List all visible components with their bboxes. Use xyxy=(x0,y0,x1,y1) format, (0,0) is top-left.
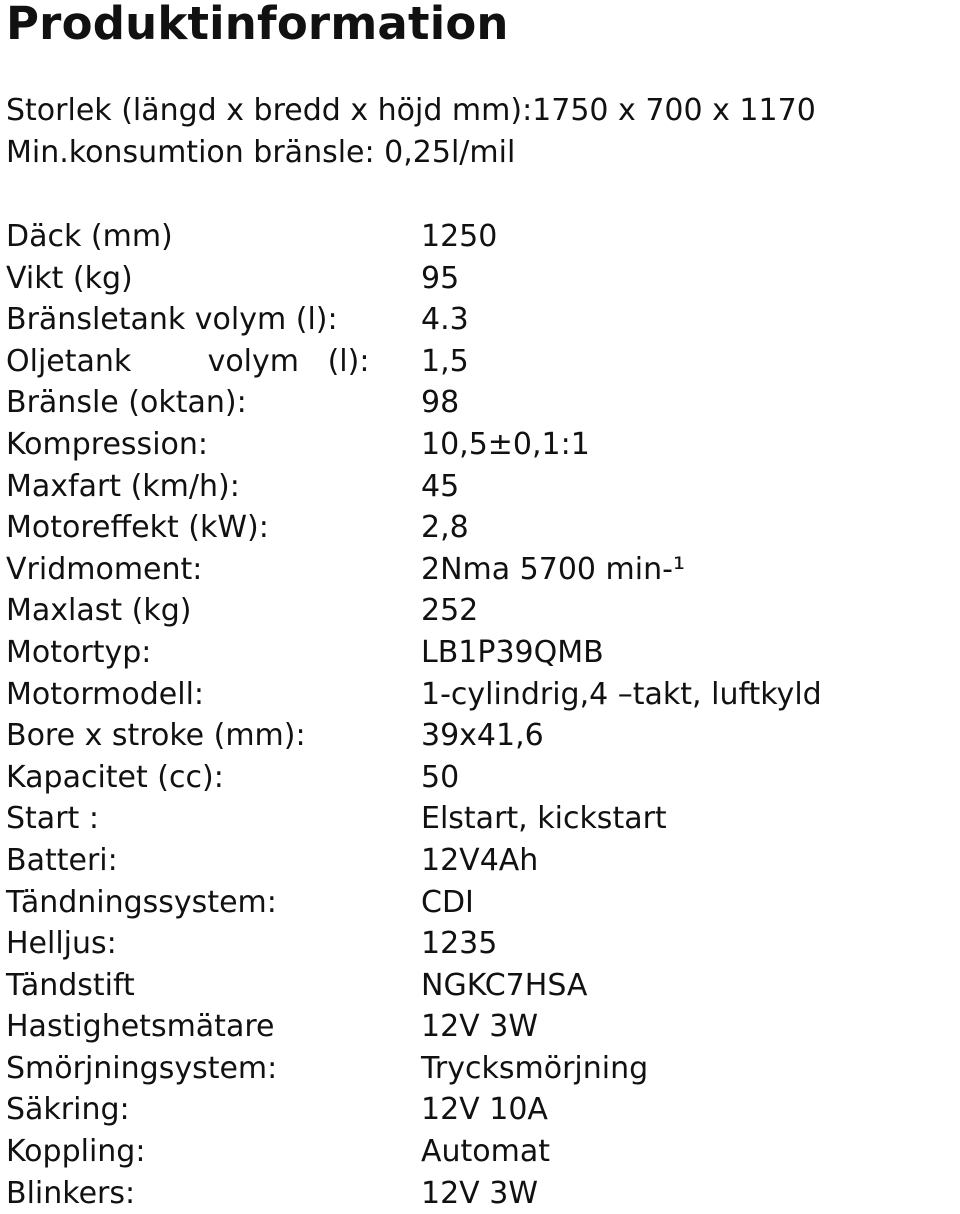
spec-label: Motoreffekt (kW): xyxy=(6,510,269,546)
spec-label: Bränsletank volym (l): xyxy=(6,302,338,338)
spec-value: 2Nma 5700 min-¹ xyxy=(421,551,685,587)
spec-row-tires xyxy=(6,216,956,258)
spec-row-clutch xyxy=(6,1131,956,1173)
spec-value: 95 xyxy=(421,260,460,296)
consumption-line: Min.konsumtion bränsle: 0,25l/mil xyxy=(6,135,516,170)
spec-value: 10,5±0,1:1 xyxy=(421,426,590,462)
spec-value: CDI xyxy=(421,884,474,920)
spec-row-headlight xyxy=(6,923,956,965)
spec-row-max-load xyxy=(6,590,956,632)
spec-value: Trycksmörjning xyxy=(421,1050,649,1086)
spec-label: Motormodell: xyxy=(6,676,205,712)
page-title: Produktinformation xyxy=(6,0,509,50)
spec-value: 1,5 xyxy=(421,343,469,379)
spec-label: Kapacitet (cc): xyxy=(6,759,224,795)
spec-value: 1250 xyxy=(421,219,498,254)
spec-value: Elstart, kickstart xyxy=(421,801,667,837)
spec-row-ignition xyxy=(6,882,956,924)
size-line: Storlek (längd x bredd x höjd mm):1750 x 700 x 1170 xyxy=(6,93,816,128)
spec-row-bore-stroke xyxy=(6,715,956,757)
spec-label: Vikt (kg) xyxy=(6,260,133,296)
spec-row-capacity xyxy=(6,757,956,799)
spec-value: 98 xyxy=(421,385,460,421)
spec-value: 4.3 xyxy=(421,302,469,338)
intro-section xyxy=(6,90,816,174)
spec-label: Tändningssystem: xyxy=(6,884,277,920)
spec-row-fuel-octane xyxy=(6,382,956,424)
spec-label: Start : xyxy=(6,801,99,837)
spec-row-blinkers xyxy=(6,1173,956,1214)
spec-label: Kompression: xyxy=(6,426,209,462)
spec-label: Oljetank volym (l): xyxy=(6,343,370,379)
spec-value: 45 xyxy=(421,468,460,504)
spec-row-lubrication xyxy=(6,1048,956,1090)
spec-value: 12V 3W xyxy=(421,1175,538,1211)
spec-value: 12V4Ah xyxy=(421,842,539,878)
spec-row-compression xyxy=(6,424,956,466)
spec-label: Bore x stroke (mm): xyxy=(6,718,306,754)
spec-label: Koppling: xyxy=(6,1134,146,1170)
spec-value: 1235 xyxy=(421,926,498,962)
spec-value: 1-cylindrig,4 –takt, luftkyld xyxy=(421,676,822,712)
spec-row-fuel-tank xyxy=(6,299,956,341)
spec-value: 2,8 xyxy=(421,510,469,546)
spec-value: 12V 10A xyxy=(421,1092,548,1128)
spec-label: Maxfart (km/h): xyxy=(6,468,240,504)
spec-row-battery xyxy=(6,840,956,882)
spec-label: Motortyp: xyxy=(6,634,152,670)
spec-row-engine-model xyxy=(6,674,956,716)
spec-row-oil-tank xyxy=(6,341,956,383)
spec-row-spark-plug xyxy=(6,965,956,1007)
spec-row-start xyxy=(6,798,956,840)
spec-value: LB1P39QMB xyxy=(421,634,604,670)
spec-row-max-speed xyxy=(6,466,956,508)
spec-label: Däck (mm) xyxy=(6,219,173,254)
spec-label: Smörjningsystem: xyxy=(6,1050,278,1086)
spec-row-fuse xyxy=(6,1089,956,1131)
spec-label: Tändstift xyxy=(6,967,135,1003)
spec-value: 12V 3W xyxy=(421,1009,538,1045)
spec-row-engine-power xyxy=(6,507,956,549)
spec-label: Vridmoment: xyxy=(6,551,203,587)
spec-value: 39x41,6 xyxy=(421,718,544,754)
spec-label: Blinkers: xyxy=(6,1175,136,1211)
spec-row-weight xyxy=(6,258,956,300)
spec-value: NGKC7HSA xyxy=(421,967,588,1003)
spec-value: 50 xyxy=(421,759,460,795)
spec-row-speedometer xyxy=(6,1006,956,1048)
spec-row-engine-type xyxy=(6,632,956,674)
spec-row-torque xyxy=(6,549,956,591)
spec-label: Maxlast (kg) xyxy=(6,593,192,629)
spec-table xyxy=(6,216,956,1214)
spec-label: Helljus: xyxy=(6,926,117,962)
spec-label: Hastighetsmätare xyxy=(6,1009,275,1045)
spec-value: Automat xyxy=(421,1134,551,1170)
spec-label: Säkring: xyxy=(6,1092,130,1128)
spec-value: 252 xyxy=(421,593,479,629)
spec-label: Bränsle (oktan): xyxy=(6,385,247,421)
spec-label: Batteri: xyxy=(6,842,118,878)
